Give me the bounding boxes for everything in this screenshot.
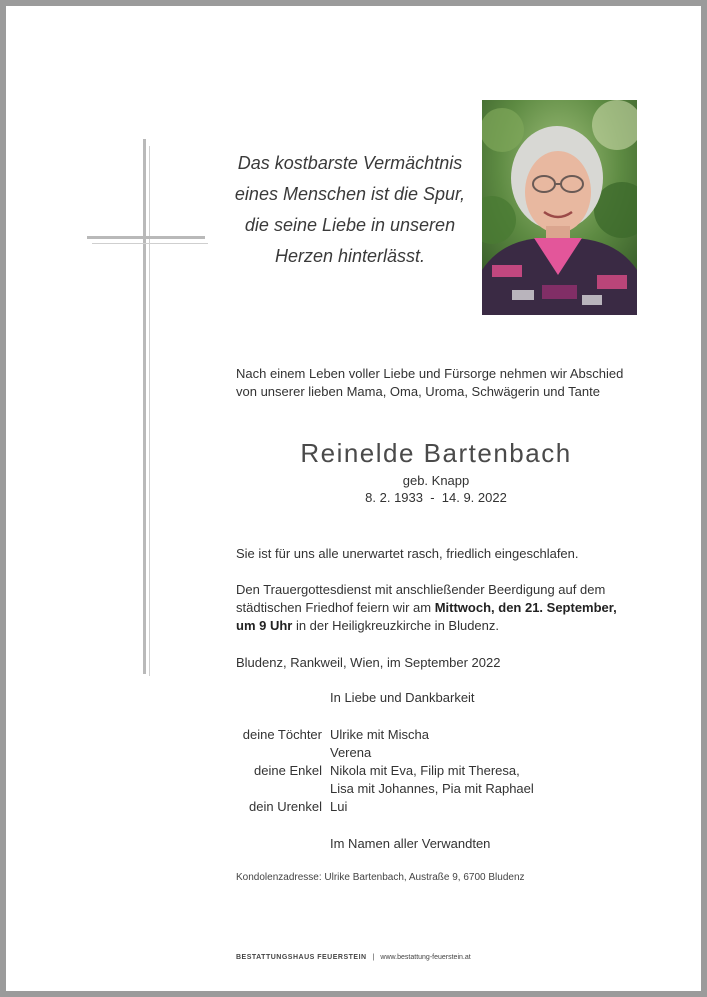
service-date: Mittwoch, den 21. September,: [434, 600, 617, 615]
condolence-address: Kondolenzadresse: Ulrike Bartenbach, Austraße 9, 6700 Bludenz: [236, 872, 525, 883]
memorial-quote: [225, 148, 475, 272]
service-text: [236, 581, 617, 635]
passing-line: Sie ist für uns alle unerwartet rasch, friedlich eingeschlafen.: [236, 546, 579, 561]
mourner-name: Ulrike mit Mischa: [330, 727, 429, 742]
relatives-line: Im Namen aller Verwandten: [330, 836, 491, 851]
mourner-name: Verena: [330, 745, 372, 760]
service-line-2: [236, 599, 617, 617]
service-time: um 9 Uhr: [236, 618, 293, 633]
intro-line: Nach einem Leben voller Liebe und Fürsorge nehmen wir Abschied: [236, 366, 624, 381]
mourner-label-daughters: deine Töchter: [242, 727, 322, 742]
cross-vertical-bar: [143, 139, 146, 674]
funeral-home-name: BESTATTUNGSHAUS FEUERSTEIN: [236, 954, 367, 961]
service-line-3: [236, 617, 617, 635]
birth-name: geb. Knapp: [402, 473, 470, 488]
cross-horizontal-bar: [87, 236, 205, 239]
life-dates: 8. 2. 1933 - 14. 9. 2022: [365, 490, 507, 505]
service-location: in der Heiligkreuzkirche in Bludenz.: [292, 618, 499, 633]
service-line-1: Den Trauergottesdienst mit anschließender Beerdigung auf dem: [236, 582, 606, 597]
mourner-label-great-grandchild: dein Urenkel: [249, 799, 322, 814]
cross-vertical-shadow: [149, 146, 150, 676]
quote-line: eines Menschen ist die Spur,: [234, 184, 466, 204]
quote-line: Herzen hinterlässt.: [274, 246, 426, 266]
footer-separator: |: [372, 954, 375, 961]
place-date: [236, 654, 500, 672]
mourner-label-grandchildren: deine Enkel: [254, 763, 322, 778]
intro-text: [236, 365, 623, 401]
passing-text: [236, 545, 579, 563]
deceased-name: Reinelde Bartenbach: [300, 438, 572, 468]
portrait-photo: [482, 100, 637, 315]
service-line-2-text: städtischen Friedhof feiern wir am: [236, 600, 435, 615]
love-line: In Liebe und Dankbarkeit: [330, 690, 475, 705]
mourner-name: Lisa mit Johannes, Pia mit Raphael: [330, 781, 534, 796]
footer: [236, 954, 471, 961]
mourner-name: Nikola mit Eva, Filip mit Theresa,: [330, 763, 520, 778]
quote-line: die seine Liebe in unseren: [244, 215, 456, 235]
intro-line: von unserer lieben Mama, Oma, Uroma, Schwägerin und Tante: [236, 384, 600, 399]
funeral-home-url[interactable]: www.bestattung-feuerstein.at: [380, 954, 471, 961]
place-date-line: Bludenz, Rankweil, Wien, im September 2022: [236, 655, 501, 670]
quote-line: Das kostbarste Vermächtnis: [237, 153, 463, 173]
mourner-name: Lui: [330, 799, 348, 814]
cross-horizontal-shadow: [92, 243, 208, 244]
